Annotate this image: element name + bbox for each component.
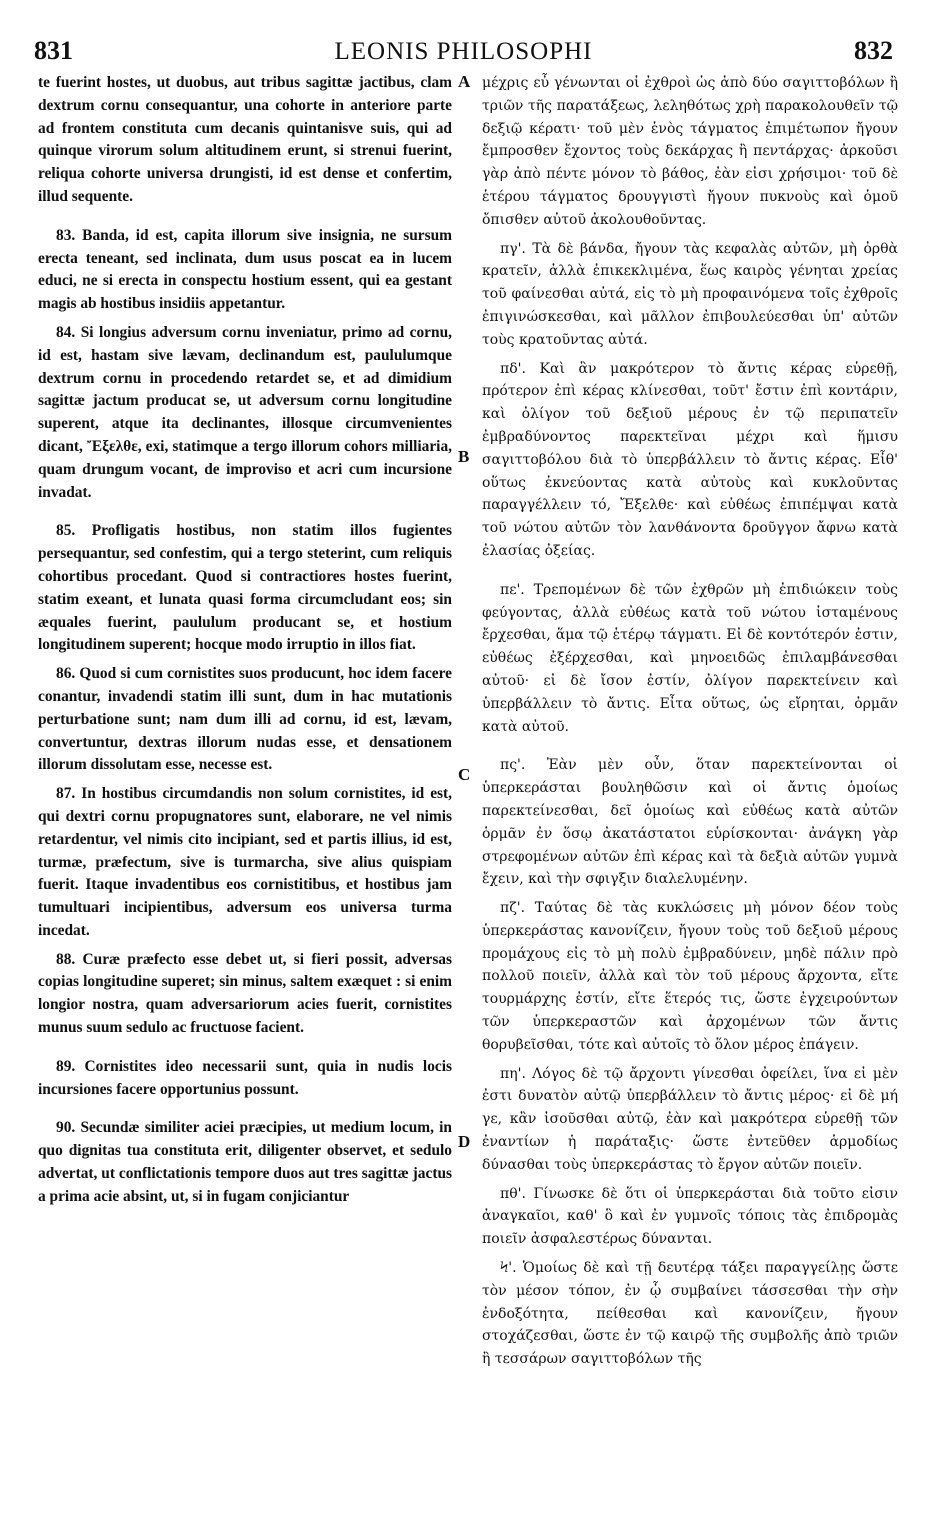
greek-paragraph: πς'. Ἐὰν μὲν οὖν, ὅταν παρεκτείνονται οἱ ὑπερκεράσται βουληθῶσιν καὶ οἱ ἄντις ὁμοίως παρεκτείνεσθαι, δεῖ ὁμοίως καὶ εὐθέως κατὰ αὐτῶν ὁρμᾶν ἐν ὅσῳ ἀκατάστατοι εὑρίσκονται· ἀνάγκη γὰρ στρεφομένων αὐτῶν ἐπὶ κέρας καὶ τὰ δεξιὰ αὐτῶν γυμνὰ ἔχειν, καὶ τὴν σφιγξιν διαλελυμένην. [482,757,898,888]
left-page-number: 831 [34,36,73,65]
greek-paragraph: πγ'. Τὰ δὲ βάνδα, ἤγουν τὰς κεφαλὰς αὐτῶν, μὴ ὀρθὰ κρατεῖν, ἀλλὰ ἐπικεκλιμένα, ἕως καιρὸς γένηται χρείας τοῦ φαίνεσθαι αὐτά, εἰς τὸ μὴ προφαινόμενα τοῖς ἐχθροῖς ἐπιγινώσκεσθαι, καὶ μᾶλλον ἐπιβουλεύεσθαι ὑπ' αὐτῶν τοὺς κρατοῦντας αὐτά. [482,240,898,348]
latin-paragraph: 87. In hostibus circumdandis non solum cornistites, id est, qui dextri cornu propugnatores sunt, elaborare, ne vel nimis retardentur, vel nimis cito incipiant, sed et partis illius, id est, turmæ, præfectum, sive is turmarcha, sive alius quispiam fuerit. Itaque invadentibus eos cornistitibus, et hostibus jam tumultuari incipientibus, adversum eos universa turma incedat. [38,785,452,939]
running-title: LEONIS PHILOSOPHI [334,38,593,65]
margin-marker-d: D [458,1132,471,1151]
margin-marker-a: A [458,72,471,91]
margin-marker-c: C [458,765,471,784]
greek-paragraph: πδ'. Καὶ ἂν μακρότερον τὸ ἄντις κέρας εὑρεθῇ, πρότερον ἐπὶ κέρας κλίνεσθαι, τοῦτ' ἔστιν ἐπὶ κοντάριν, καὶ ὀλίγον τοῦ δεξιοῦ μέρους ἐν τῷ περιπατεῖν ἐμβραδύνοντος παρεκτεῖναι μέχρι καὶ ἥμισυ σαγιττοβόλου διὰ τὸ ὑπερβάλλειν τὸ ἄντις κέρας. Εἶθ' οὕτως ἐκνεύοντας κατὰ αὐτοὺς καὶ κυκλοῦντας παραγγέλλειν τό, Ἔξελθε· καὶ εὐθέως ἐπιπέμψαι κατὰ τοῦ νώτου αὐτῶν τὸν λανθάνοντα δροῦγγον ἄφνω κατὰ ἐλασίας ὀξείας. [482,360,898,559]
latin-paragraph: 83. Banda, id est, capita illorum sive insignia, ne sursum erecta teneant, sed inclinata, dum usus poscat ea in lucem educi, ne si erecta in conspectu hostium essent, qui ea gestant magis ab hostibus insidiis appetantur. [38,226,452,313]
latin-column [38,72,452,1209]
greek-paragraph: πε'. Τρεπομένων δὲ τῶν ἐχθρῶν μὴ ἐπιδιώκειν τοὺς φεύγοντας, ἀλλὰ εὐθέως κατὰ τοῦ νώτου ἱσταμένους ἔρχεσθαι, ἅμα τῷ ἑτέρῳ τάγματι. Εἰ δὲ κοντότερόν ἐστιν, εὐθέως ἐξέρχεσθαι, καὶ μηνοειδῶς ἐπιλαμβάνεσθαι αὐτοῦ· εἰ δὲ ἴσον ἐστίν, ὀλίγον παρεκτείνειν καὶ ὑπερβάλλειν τὸ ἄντις. Εἶτα οὕτως, ὡς εἴρηται, ὁρμᾶν κατὰ αὐτοῦ. [482,581,898,735]
greek-paragraph: πθ'. Γίνωσκε δὲ ὅτι οἱ ὑπερκεράσται διὰ τοῦτο εἰσιν ἀναγκαῖοι, καθ' ὃ καὶ ἐν γυμνοῖς τόποις τὰς ἐπιδρομὰς ποιεῖν ἀσφαλεστέρως δύνανται. [482,1185,898,1248]
page-header [34,36,893,72]
latin-paragraph: 84. Si longius adversum cornu inveniatur, primo ad cornu, id est, hastam sive lævam, declinandum est, paululumque dextrum cornu in procedendo retardet se, et ad dimidium sagittæ jactum producat se, ut adversum cornu longitudine superent, atque ita declinantes, illosque circumvenientes dicant, Ἔξελθε, exi, statimque a tergo illorum cohors milliaria, quam drungum vocant, de improviso et acri cum incursione invadat. [38,323,452,501]
right-page-number: 832 [854,36,893,65]
latin-paragraph: 90. Secundæ similiter aciei præcipies, ut medium locum, in quo dignitas tua constituta erit, diligenter observet, et sedulo advertat, ut conflictationis tempore duos aut tres sagittæ jactus a prima acie absint, ut, si in fugam conjiciantur [38,1119,452,1205]
latin-paragraph: 85. Profligatis hostibus, non statim illos fugientes persequantur, sed confestim, qui a tergo steterint, cum reliquis cohortibus procedant. Quod si contractiores hostes fuerint, statim exeant, et lunata quasi forma circumcludant eos; sin æquales fuerint, paululum producant se, et hostium longitudinem superent; hocque modo irruptio in illos fiat. [38,522,452,654]
latin-paragraph: 88. Curæ præfecto esse debet ut, si fieri possit, adversas copias longitudine superet; sin minus, saltem exæquet : si enim longior nostra, quam adversariorum acies fuerit, cornistites munus suum sedulo ac fructuose facient. [38,950,452,1037]
latin-paragraph: te fuerint hostes, ut duobus, aut tribus sagittæ jactibus, clam dextrum cornu consequantur, una cohorte in anteriore parte ad frontem constituta cum decanis quintanisve suis, qui ad quinque virorum solum altitudinem erunt, si strenui fuerint, reliqua cohorte universa drungisti, id est dense et confertim, illud sequente. [38,74,452,205]
greek-column [482,72,898,1371]
latin-paragraph: 89. Cornistites ideo necessarii sunt, quia in nudis locis incursiones facere opportunius possunt. [38,1057,452,1098]
latin-paragraph: 86. Quod si cum cornistites suos producunt, hoc idem facere conantur, invadendi statim illi sunt, dum in hac mutationis perturbatione sunt; nam dum illi ad cornu, id est, lævam, convertuntur, dextras illorum nudas esse, et densationem illorum dissolutam esse, necesse est. [38,665,452,774]
greek-paragraph: πη'. Λόγος δὲ τῷ ἄρχοντι γίνεσθαι ὀφείλει, ἵνα εἰ μὲν ἐστι δυνατὸν αὐτῷ ὑπερβάλλειν τὸ ἄντις μέρος· εἰ δὲ μή γε, κἂν ἰσοῦσθαι αὐτῷ, ἐὰν καὶ μακρότερα εὑρεθῇ τῶν ἐναντίων ἡ παράταξις· ὥστε ἐντεῦθεν ἁρμοδίως δύνασθαι τοὺς ὑπερκεράστας τὸ ἔργον αὐτῶν ποιεῖν. [482,1065,898,1173]
margin-marker-b: B [458,447,470,466]
greek-paragraph: πζ'. Ταύτας δὲ τὰς κυκλώσεις μὴ μόνον δέον τοὺς ὑπερκεράστας κανονίζειν, ἤγουν τοὺς τοῦ δεξιοῦ μέρους προμάχους εἰς τὸ μὴ πολὺ ἐμβραδύνειν, μηδὲ πάλιν πρὸ πολλοῦ ποιεῖν, ἀλλὰ καὶ τὸν τοῦ μέρους ἄρχοντα, εἴτε τουρμάρχης ἐστίν, εἴτε ἕτερός τις, ὥστε ἐγχειρούντων τῶν ὑπερκεραστῶν καὶ ἀρχομένων τῶν ἄντις θορυβεῖσθαι, τότε καὶ αὐτοῖς τὸ ὅλον μέρος ἐπάγειν. [482,900,898,1053]
greek-paragraph: Ϟ'. Ὁμοίως δὲ καὶ τῇ δευτέρᾳ τάξει παραγγείλῃς ὥστε τὸν μέσον τόπον, ἐν ᾧ συμβαίνει τάσσεσθαι τὴν σὴν ἐνδοξότητα, πείθεσθαι καὶ κανονίζειν, ἤγουν στοχάζεσθαι, ὥστε ἐν τῷ καιρῷ τῆς συμβολῆς ἀπὸ τριῶν ἢ τεσσάρων σαγιττοβόλων τῆς [482,1260,898,1368]
greek-paragraph: μέχρις εὖ γένωνται οἱ ἐχθροὶ ὡς ἀπὸ δύο σαγιττοβόλων ἢ τριῶν τῆς παρατάξεως, λεληθότως χρὴ παρακολουθεῖν τῷ δεξιῷ κέρατι· τοῦ μὲν ἑνὸς τάγματος ἐπιμέτωπον ἤγουν ἔμπροσθεν ἔχοντος τοὺς δεκάρχας ἢ πεντάρχας· ἀρκοῦσι γὰρ ἀπὸ πέντε μόνον τὸ βάθος, ἐὰν εἰσι χρήσιμοι· τοῦ δὲ ἑτέρου τάγματος δρουγγιστὶ ἤγουν πυκνοὺς καὶ ὁμοῦ ὄπισθεν αὐτοῦ ἀκολουθοῦντας. [482,75,898,228]
